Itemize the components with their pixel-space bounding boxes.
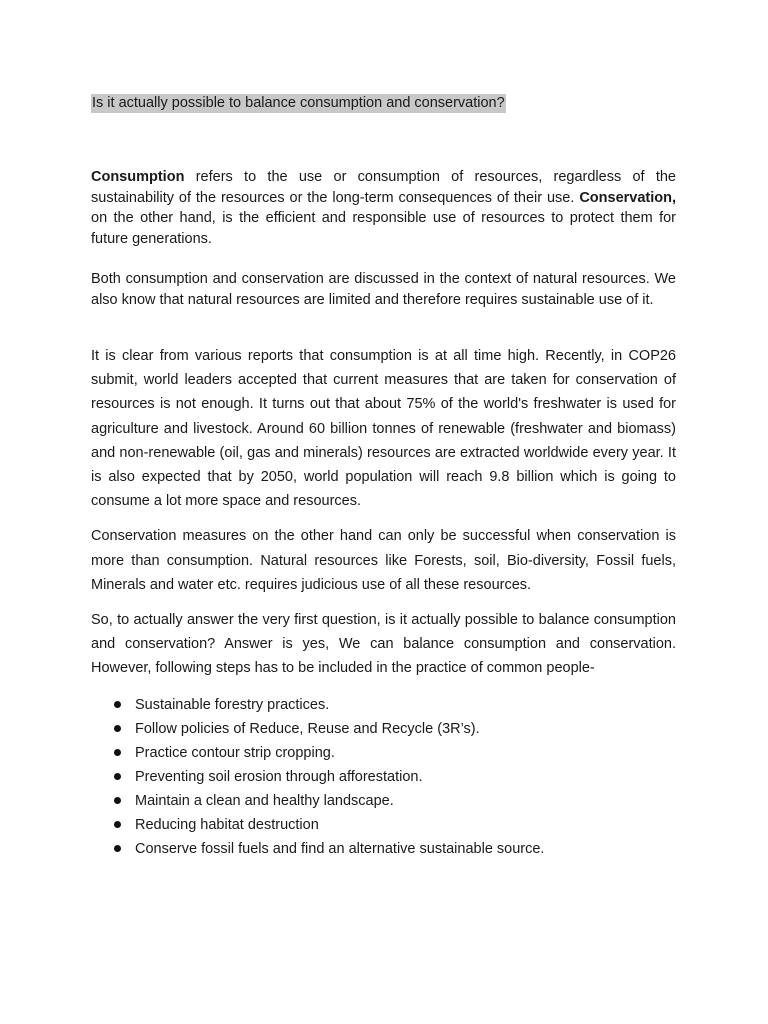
bullet-icon [114,821,121,828]
bullet-icon [114,773,121,780]
list-item [91,717,676,741]
document-title: Is it actually possible to balance consumption and conservation? [92,95,505,111]
paragraph-context: Both consumption and conservation are discussed in the context of natural resources. We also know that natural resources are limited and therefore requires sustainable use of it. [91,271,676,308]
paragraph-consumption-facts: It is clear from various reports that consumption is at all time high. Recently, in COP26 submit, world leaders accepted that current measures that are taken for conservation of resources is not enough. It turns out that about 75% of the world's freshwater is used for agriculture and livestock. Around 60 billion tonnes of renewable (freshwater and biomass) and non-renewable (oil, gas and minerals) resources are extracted worldwide every year. It is also expected that by 2050, world population will reach 9.8 billion which is going to consume a lot more space and resources. [91,348,676,510]
list-item-text: Sustainable forestry practices. [135,696,330,713]
consumption-definition: refers to the use or consumption of resources, regardless of the sustainability of the resources or the long-term consequences of their use. [91,169,676,206]
term-conservation: Conservation, [579,189,676,206]
list-item [91,765,676,789]
list-item [91,789,676,813]
list-item-text: Conserve fossil fuels and find an alternative sustainable source. [135,840,545,857]
list-item-text: Reducing habitat destruction [135,816,319,833]
list-item-text: Practice contour strip cropping. [135,744,335,761]
conservation-definition: on the other hand, is the efficient and responsible use of resources to protect them for future generations. [91,210,676,247]
bullet-icon [114,845,121,852]
paragraph-answer: So, to actually answer the very first question, is it actually possible to balance consumption and conservation? Answer is yes, We can balance consumption and conservation. However, following steps has to be included in the practice of common people- [91,612,676,677]
list-item-text: Follow policies of Reduce, Reuse and Recycle (3R’s). [135,720,480,737]
list-item-text: Preventing soil erosion through afforestation. [135,768,423,785]
paragraph-definitions [91,167,676,249]
bullet-icon [114,701,121,708]
steps-list [91,693,676,861]
list-item [91,813,676,837]
list-item [91,693,676,717]
bullet-icon [114,725,121,732]
list-item [91,741,676,765]
bullet-icon [114,797,121,804]
paragraph-conservation-measures: Conservation measures on the other hand can only be successful when conservation is more than consumption. Natural resources like Forests, soil, Bio-diversity, Fossil fuels, Minerals and water etc. requires judicious use of all these resources. [91,528,676,593]
term-consumption: Consumption [91,169,185,185]
list-item [91,837,676,861]
list-item-text: Maintain a clean and healthy landscape. [135,792,394,809]
document-body [91,94,676,861]
bullet-icon [114,749,121,756]
